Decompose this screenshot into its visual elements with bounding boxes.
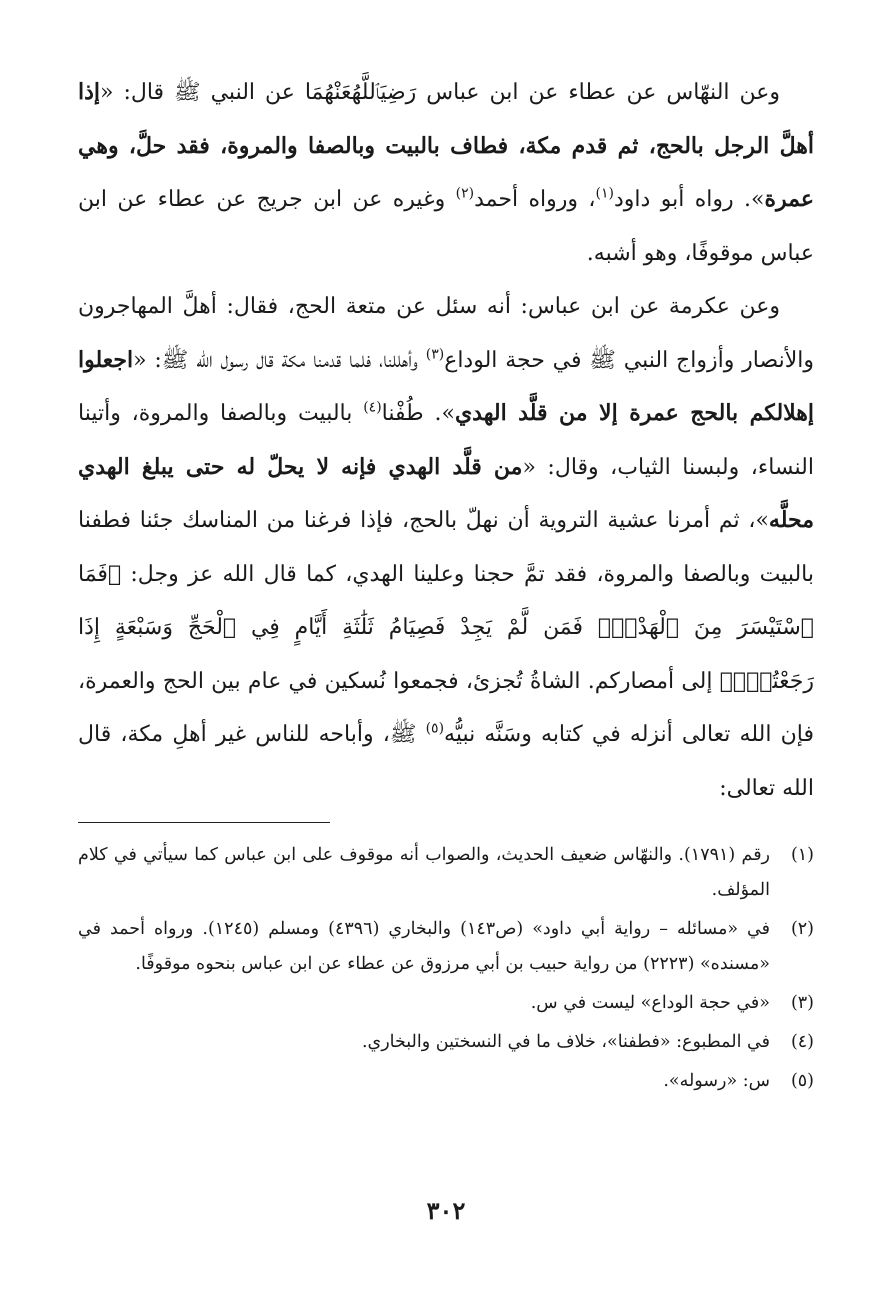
footnote-ref-3[interactable]: (٣) bbox=[425, 346, 445, 363]
paragraph-1 bbox=[78, 66, 814, 280]
footnote-separator bbox=[78, 822, 330, 823]
text-run: ». رواه أبو داود bbox=[613, 187, 765, 212]
paragraph-2 bbox=[78, 280, 814, 815]
text-run: وأهللنا، فلما قدمنا مكة قال رسول الله ﷺ: « bbox=[133, 347, 426, 373]
footnote-text: س: «رسوله». bbox=[663, 1071, 770, 1091]
text-run: وعن عكرمة عن ابن عباس: أنه سئل عن متعة الحج، فقال: أهلَّ المهاجرون والأنصار وأزواج النبي ﷺ في حجة الوداع bbox=[78, 294, 814, 373]
text-run: بالبيت وبالصفا والمروة، وأتينا النساء، ولبسنا الثياب، وقال: « bbox=[78, 401, 814, 480]
footnote-3 bbox=[78, 986, 814, 1021]
text-run: ﷺ، وأباحه للناس غير أهلِ مكة، قال الله تعالى: bbox=[78, 722, 814, 801]
text-run: إلى أمصاركم. الشاةُ تُجزئ، فجمعوا نُسكين في عام بين الحج والعمرة، فإن الله تعالى أنزله في كتابه وسَنَّه نبيُّه bbox=[78, 668, 814, 747]
footnote-text: «في حجة الوداع» ليست في س. bbox=[530, 993, 770, 1013]
quran-verse: ﴿فَمَا ٱسْتَيْسَرَ مِنَ ٱلْهَدْيِۚ فَمَن لَّمْ يَجِدْ فَصِيَامُ ثَلَٰثَةِ أَيَّامٍ فِي ٱلْحَجِّ وَسَبْعَةٍ إِذَا رَجَعْتُمْۗ﴾ bbox=[78, 561, 814, 694]
footnote-ref-5[interactable]: (٥) bbox=[425, 720, 445, 737]
footnote-2 bbox=[78, 912, 814, 982]
footnote-number: (٢) bbox=[790, 919, 814, 939]
main-text bbox=[78, 66, 814, 815]
text-run: ». طُفْنا bbox=[381, 401, 455, 426]
text-run: وغيره عن ابن جريج عن عطاء عن ابن عباس موقوفًا، وهو أشبه. bbox=[78, 187, 814, 266]
footnote-ref-1[interactable]: (١) bbox=[595, 185, 614, 202]
page-number: ٣٠٢ bbox=[426, 1196, 466, 1225]
footnote-5 bbox=[78, 1064, 814, 1099]
footnote-text: في «مسائله – رواية أبي داود» (ص١٤٣) والبخاري (٤٣٩٦) ومسلم (١٢٤٥). ورواه أحمد في «مسنده» (٢٢٢٣) من رواية حبيب بن أبي مرزوق عن عطاء عن ابن عباس بنحوه موقوفًا. bbox=[78, 919, 771, 974]
hadith-quote: اجعلوا إهلالكم بالحج عمرة إلا من قلَّد الهدي bbox=[78, 346, 814, 426]
footnote-ref-4[interactable]: (٤) bbox=[363, 399, 382, 416]
footnote-number: (١) bbox=[790, 845, 814, 865]
hadith-quote: إذا أهلَّ الرجل بالحج، ثم قدم مكة، فطاف بالبيت وبالصفا والمروة، فقد حلَّ، وهي عمرة bbox=[78, 79, 815, 212]
hadith-quote: من قلَّد الهدي فإنه لا يحلّ له حتى يبلغ الهدي محلَّه bbox=[78, 453, 814, 533]
footnote-number: (٣) bbox=[790, 993, 814, 1013]
text-run: وعن النهّاس عن عطاء عن ابن عباس رَضِيَٱللَّهُعَنْهُمَا عن النبي ﷺ قال: « bbox=[100, 80, 780, 105]
footnote-number: (٤) bbox=[790, 1032, 814, 1052]
text-run: »، ثم أمرنا عشية التروية أن نهلّ بالحج، فإذا فرغنا من المناسك جئنا فطفنا بالبيت وبالصفا والمروة، فقد تمَّ حجنا وعلينا الهدي، كما قال الله عز وجل: bbox=[78, 508, 814, 587]
footnote-1 bbox=[78, 838, 814, 908]
footnote-4 bbox=[78, 1025, 814, 1060]
footnote-text: رقم (١٧٩١). والنهّاس ضعيف الحديث، والصواب أنه موقوف على ابن عباس كما سيأتي في كلام المؤلف. bbox=[78, 845, 771, 900]
footnote-ref-2[interactable]: (٢) bbox=[455, 185, 475, 202]
footnotes bbox=[78, 838, 814, 1103]
text-run: ، ورواه أحمد bbox=[474, 187, 596, 212]
footnote-text: في المطبوع: «فطفنا»، خلاف ما في النسختين والبخاري. bbox=[361, 1032, 770, 1052]
footnote-number: (٥) bbox=[790, 1071, 814, 1091]
